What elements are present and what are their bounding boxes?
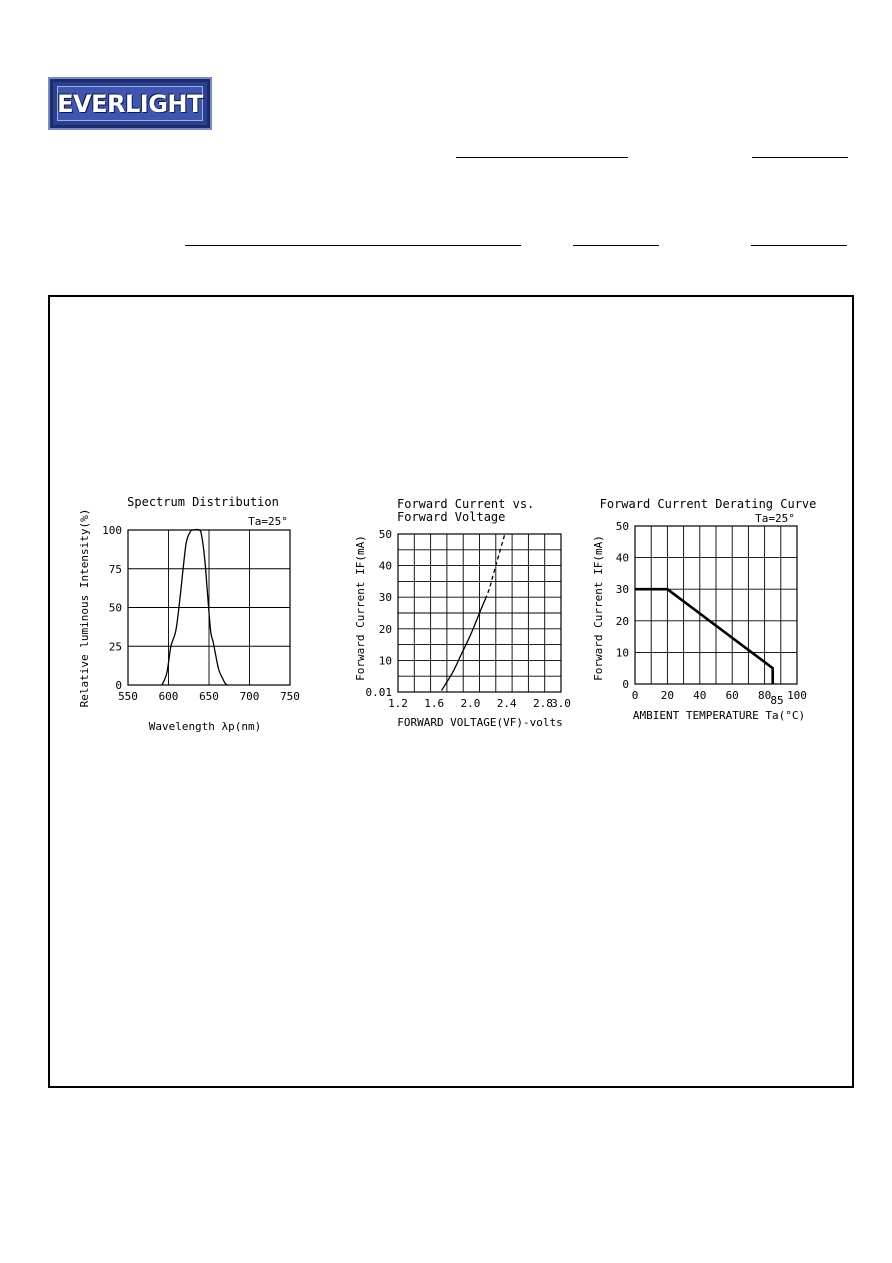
- grid: [635, 526, 797, 684]
- y-tick-label: 40: [615, 551, 629, 565]
- y-tick-label: 20: [615, 614, 629, 628]
- x-tick-label: 3.0: [551, 697, 571, 710]
- x-tick-label: 60: [725, 689, 739, 702]
- y-tick-label: 0: [115, 679, 122, 692]
- derating-chart: [585, 490, 835, 740]
- chart-annotation: Ta=25°: [755, 512, 795, 525]
- y-tick-label: 0: [622, 678, 629, 691]
- x-axis-label: AMBIENT TEMPERATURE Ta(°C): [632, 709, 806, 722]
- x-tick-label: 80: [757, 689, 772, 702]
- y-tick-label: 30: [378, 591, 392, 605]
- x-tick-label: 2.8: [532, 697, 553, 710]
- iv-chart: [350, 490, 585, 740]
- x-tick-label: 0: [631, 689, 639, 702]
- logo-plate: [57, 86, 203, 121]
- chart-annotation: Ta=25°: [248, 515, 288, 528]
- y-tick-label: 30: [615, 583, 629, 597]
- header-field-line-2: [752, 157, 848, 158]
- x-tick-label: 40: [693, 689, 707, 702]
- y-tick-label: 25: [108, 640, 122, 654]
- series-line: [635, 589, 773, 684]
- header-field-line-5: [751, 245, 847, 246]
- x-tick-label: 2.4: [496, 697, 517, 710]
- x-tick-label: 700: [239, 690, 260, 703]
- y-tick-label: 0.01: [365, 686, 392, 699]
- x-tick-label: 1.2: [388, 697, 408, 710]
- x-tick-label: 1.6: [424, 697, 445, 710]
- x-tick-label: 100: [787, 689, 807, 702]
- logo-text: EVERLIGHT: [57, 89, 203, 118]
- chart-title: Spectrum Distribution: [127, 495, 279, 509]
- y-tick-label: 50: [615, 520, 629, 533]
- header-field-line-4: [573, 245, 659, 246]
- ticks: [616, 520, 807, 702]
- x-tick-label: 650: [199, 690, 219, 703]
- header-field-line-1: [456, 157, 628, 158]
- y-tick-label: 10: [378, 654, 392, 668]
- y-tick-label: 20: [378, 622, 392, 636]
- y-tick-label: 50: [108, 601, 122, 615]
- y-axis-label: Forward Current IF(mA): [592, 535, 605, 681]
- extra-tick-label: 85: [770, 694, 784, 707]
- x-tick-label: 20: [660, 689, 675, 702]
- x-axis-label: Wavelength λp(nm): [148, 720, 262, 733]
- y-axis-label: Forward Current IF(mA): [354, 535, 367, 681]
- y-axis-label: Relative luminous Intensity(%): [78, 508, 91, 708]
- ticks: [102, 524, 300, 703]
- x-axis-label: FORWARD VOLTAGE(VF)-volts: [397, 716, 563, 729]
- chart-title-line-2: Forward Voltage: [397, 510, 506, 524]
- everlight-logo: [48, 77, 212, 130]
- y-tick-label: 50: [378, 528, 392, 541]
- x-tick-label: 750: [280, 690, 300, 703]
- ticks: [366, 528, 571, 710]
- chart-title: Forward Current Derating Curve: [599, 497, 817, 511]
- header-field-line-3: [185, 245, 521, 246]
- y-tick-label: 10: [615, 646, 629, 660]
- y-tick-label: 40: [378, 559, 392, 573]
- y-tick-label: 75: [108, 562, 122, 576]
- x-tick-label: 550: [118, 690, 138, 703]
- spectrum-chart: [70, 490, 320, 740]
- y-tick-label: 100: [102, 524, 122, 537]
- x-tick-label: 2.0: [460, 697, 481, 710]
- chart-title-line-1: Forward Current vs.: [397, 497, 535, 511]
- x-tick-label: 600: [158, 690, 179, 703]
